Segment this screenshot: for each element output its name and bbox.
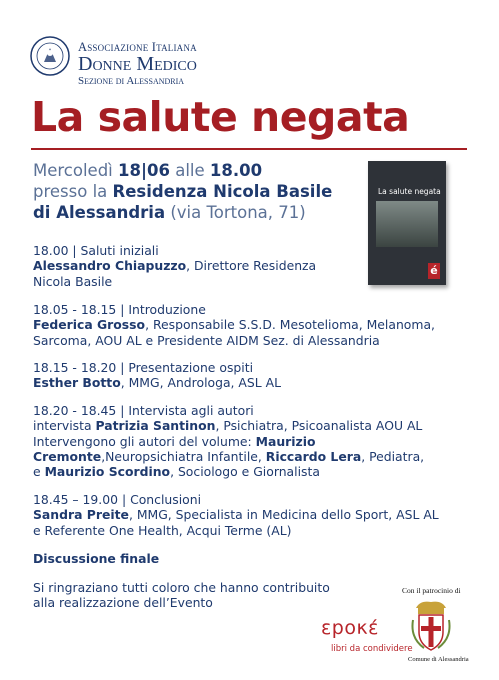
- final-discussion-label: Discussione finale: [33, 551, 160, 566]
- event-venue: Residenza Nicola Basile: [112, 182, 333, 201]
- speaker-name: Federica Grosso: [33, 317, 146, 333]
- speaker-role: , Direttore Residenza: [186, 258, 317, 274]
- aidm-seal-logo: [30, 36, 70, 76]
- program-item-5: [33, 492, 439, 538]
- speaker-role: , Pediatra,: [361, 448, 425, 464]
- event-date-line: [33, 161, 262, 180]
- comune-crest-icon: [410, 598, 452, 653]
- speaker-name: Maurizio: [255, 433, 316, 449]
- comune-label: Comune di Alessandria: [408, 656, 469, 663]
- event-alle: alle: [175, 161, 205, 180]
- speaker-role: , MMG, Specialista in Medicina dello Sport, ASL AL: [128, 507, 439, 523]
- speaker-role: e Referente One Health, Acqui Terme (AL): [33, 522, 292, 538]
- speaker-name: Alessandro Chiapuzzo: [33, 258, 187, 274]
- speaker-role: ,Neuropsichiatra Infantile,: [101, 448, 266, 464]
- program-item-2: [33, 302, 435, 348]
- publisher-tagline: libri da condividere: [331, 644, 413, 654]
- speaker-name: Riccardo Lera: [265, 448, 362, 464]
- program-time: 18.45 – 19.00 | Conclusioni: [33, 492, 202, 507]
- event-address: (via Tortona, 71): [170, 203, 306, 222]
- book-cover-title: La salute negata: [378, 187, 441, 196]
- org-name-line1: Associazione Italiana: [78, 40, 197, 54]
- speaker-role: , Sociologo e Giornalista: [170, 464, 320, 480]
- event-venue-line2: [33, 203, 306, 222]
- program-item-4: [33, 403, 424, 479]
- org-name-line2: Donne Medico: [78, 53, 197, 75]
- program-time: 18.00 | Saluti iniziali: [33, 243, 159, 258]
- event-presso: presso la: [33, 182, 108, 201]
- event-date: 18|06: [118, 161, 170, 180]
- event-city: di Alessandria: [33, 203, 166, 222]
- event-day: Mercoledì: [33, 161, 113, 180]
- speaker-name: Maurizio Scordino: [44, 464, 171, 480]
- title-divider: [31, 148, 467, 150]
- speaker-name: Sandra Preite: [33, 507, 129, 523]
- thanks-note: [33, 580, 330, 611]
- publisher-mark: é: [428, 263, 440, 279]
- speaker-name: Esther Botto: [33, 375, 121, 391]
- speaker-role: Nicola Basile: [33, 273, 113, 289]
- book-cover-image: [368, 161, 446, 285]
- event-title: La salute negata: [31, 93, 410, 141]
- speaker-role: , Responsabile S.S.D. Mesotelioma, Melanoma,: [145, 317, 435, 333]
- authors-intro: Intervengono gli autori del volume:: [33, 433, 256, 449]
- event-time: 18.00: [209, 161, 263, 180]
- speaker-role: Sarcoma, AOU AL e Presidente AIDM Sez. di Alessandria: [33, 332, 380, 348]
- intro-text: intervista: [33, 418, 96, 434]
- program-time: 18.20 - 18.45 | Intervista agli autori: [33, 403, 254, 418]
- conjunction: e: [33, 464, 45, 480]
- program-time: 18.15 - 18.20 | Presentazione ospiti: [33, 360, 254, 375]
- speaker-role: , Psichiatra, Psicoanalista AOU AL: [215, 418, 423, 434]
- book-cover-photo: [376, 201, 438, 247]
- program-item-1: [33, 243, 316, 289]
- org-section: Sezione di Alessandria: [78, 75, 185, 87]
- program-item-3: [33, 360, 281, 391]
- final-discussion: [33, 551, 159, 566]
- speaker-name: Cremonte: [33, 448, 102, 464]
- event-venue-line1: [33, 182, 332, 201]
- speaker-role: , MMG, Androloga, ASL AL: [120, 375, 281, 391]
- publisher-logo: εpoκέ: [321, 617, 379, 639]
- thanks-line2: alla realizzazione dell’Evento: [33, 595, 213, 611]
- patronage-label: Con il patrocinio di: [402, 586, 461, 595]
- program-time: 18.05 - 18.15 | Introduzione: [33, 302, 206, 317]
- thanks-line1: Si ringraziano tutti coloro che hanno contribuito: [33, 580, 330, 595]
- speaker-name: Patrizia Santinon: [95, 418, 216, 434]
